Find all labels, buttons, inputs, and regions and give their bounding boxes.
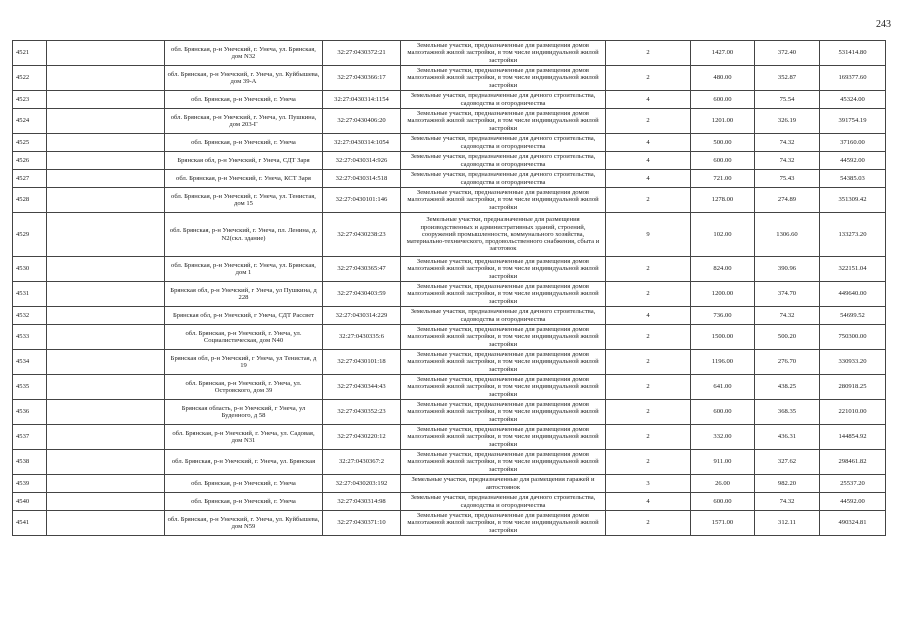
address-cell: обл. Брянская, р-н Унечский, г. Унеча (165, 493, 323, 511)
specific-value-cell: 312.11 (755, 511, 820, 536)
area-cell: 600.00 (691, 152, 755, 170)
cadastral-value-cell: 330933.20 (820, 350, 886, 375)
specific-value-cell: 74.32 (755, 493, 820, 511)
specific-value-cell: 390.96 (755, 257, 820, 282)
blank-cell (47, 66, 165, 91)
land-use-cell: Земельные участки, предназначенные для размещения домов малоэтажной жилой застройки, в том числе индивидуальной жилой застройки (401, 257, 606, 282)
address-cell: Брянская обл, р-н Унечский, г Унеча, СДТ Заря (165, 152, 323, 170)
blank-cell (47, 511, 165, 536)
table-row (13, 375, 886, 400)
row-number: 4535 (13, 375, 47, 400)
specific-value-cell: 75.54 (755, 91, 820, 109)
blank-cell (47, 91, 165, 109)
specific-value-cell: 982.20 (755, 475, 820, 493)
land-use-cell: Земельные участки, предназначенные для дачного строительства, садоводства и огородничества (401, 307, 606, 325)
group-cell: 2 (606, 188, 691, 213)
cadastral-value-cell: 54699.52 (820, 307, 886, 325)
land-use-cell: Земельные участки, предназначенные для дачного строительства, садоводства и огородничества (401, 134, 606, 152)
area-cell: 600.00 (691, 493, 755, 511)
row-number: 4537 (13, 425, 47, 450)
row-number: 4527 (13, 170, 47, 188)
land-use-cell: Земельные участки, предназначенные для размещения домов малоэтажной жилой застройки, в том числе индивидуальной жилой застройки (401, 109, 606, 134)
group-cell: 2 (606, 450, 691, 475)
address-cell: обл. Брянская, р-н Унечский, г. Унеча, ул. Пушкина, дом 203-Г (165, 109, 323, 134)
specific-value-cell: 374.70 (755, 282, 820, 307)
blank-cell (47, 152, 165, 170)
cadastral-table (12, 40, 886, 536)
land-use-cell: Земельные участки, предназначенные для размещения домов малоэтажной жилой застройки, в том числе индивидуальной жилой застройки (401, 425, 606, 450)
row-number: 4531 (13, 282, 47, 307)
specific-value-cell: 75.43 (755, 170, 820, 188)
group-cell: 2 (606, 282, 691, 307)
land-use-cell: Земельные участки, предназначенные для размещения гаражей и автостоянок (401, 475, 606, 493)
table-row (13, 307, 886, 325)
cadastral-value-cell: 25537.20 (820, 475, 886, 493)
area-cell: 721.00 (691, 170, 755, 188)
blank-cell (47, 257, 165, 282)
table-row (13, 152, 886, 170)
table-row (13, 475, 886, 493)
table-row (13, 257, 886, 282)
cadastral-number-cell: 32:27:0430203:192 (323, 475, 401, 493)
blank-cell (47, 307, 165, 325)
group-cell: 2 (606, 109, 691, 134)
blank-cell (47, 170, 165, 188)
area-cell: 1196.00 (691, 350, 755, 375)
row-number: 4540 (13, 493, 47, 511)
blank-cell (47, 493, 165, 511)
land-use-cell: Земельные участки, предназначенные для дачного строительства, садоводства и огородничества (401, 152, 606, 170)
land-use-cell: Земельные участки, предназначенные для размещения домов малоэтажной жилой застройки, в том числе индивидуальной жилой застройки (401, 66, 606, 91)
cadastral-value-cell: 322151.04 (820, 257, 886, 282)
group-cell: 4 (606, 91, 691, 109)
table-row (13, 188, 886, 213)
specific-value-cell: 436.31 (755, 425, 820, 450)
land-use-cell: Земельные участки, предназначенные для размещения домов малоэтажной жилой застройки, в том числе индивидуальной жилой застройки (401, 350, 606, 375)
table-row (13, 325, 886, 350)
cadastral-value-cell: 144854.92 (820, 425, 886, 450)
land-use-cell: Земельные участки, предназначенные для размещения домов малоэтажной жилой застройки, в том числе индивидуальной жилой застройки (401, 41, 606, 66)
group-cell: 2 (606, 400, 691, 425)
cadastral-number-cell: 32:27:0430314:229 (323, 307, 401, 325)
table-row (13, 170, 886, 188)
table-row (13, 493, 886, 511)
cadastral-value-cell: 44592.00 (820, 152, 886, 170)
row-number: 4532 (13, 307, 47, 325)
specific-value-cell: 352.87 (755, 66, 820, 91)
row-number: 4524 (13, 109, 47, 134)
area-cell: 600.00 (691, 91, 755, 109)
area-cell: 102.00 (691, 213, 755, 257)
group-cell: 4 (606, 307, 691, 325)
cadastral-number-cell: 32:27:0430403:59 (323, 282, 401, 307)
cadastral-value-cell: 133273.20 (820, 213, 886, 257)
row-number: 4530 (13, 257, 47, 282)
blank-cell (47, 41, 165, 66)
specific-value-cell: 276.70 (755, 350, 820, 375)
address-cell: обл. Брянская, р-н Унечский, г. Унеча, ул. Социалистическая, дом N40 (165, 325, 323, 350)
address-cell: обл. Брянская, р-н Унечский, г. Унеча, ул. Брянская, дом 1 (165, 257, 323, 282)
land-use-cell: Земельные участки, предназначенные для дачного строительства, садоводства и огородничества (401, 91, 606, 109)
table-row (13, 109, 886, 134)
table-row (13, 41, 886, 66)
blank-cell (47, 375, 165, 400)
address-cell: обл. Брянская, р-н Унечский, г. Унеча, КСТ Заря (165, 170, 323, 188)
land-use-cell: Земельные участки, предназначенные для размещения домов малоэтажной жилой застройки, в том числе индивидуальной жилой застройки (401, 325, 606, 350)
cadastral-number-cell: 32:27:0430101:146 (323, 188, 401, 213)
table-row (13, 66, 886, 91)
specific-value-cell: 74.32 (755, 152, 820, 170)
table-row (13, 134, 886, 152)
specific-value-cell: 326.19 (755, 109, 820, 134)
cadastral-value-cell: 449640.00 (820, 282, 886, 307)
cadastral-value-cell: 169377.60 (820, 66, 886, 91)
cadastral-value-cell: 44592.00 (820, 493, 886, 511)
cadastral-value-cell: 750300.00 (820, 325, 886, 350)
address-cell: обл. Брянская, р-н Унечский, г. Унеча (165, 134, 323, 152)
cadastral-number-cell: 32:27:0430365:47 (323, 257, 401, 282)
blank-cell (47, 109, 165, 134)
address-cell: Брянская обл, р-н Унечский, г Унеча, ул Пушкина, д 228 (165, 282, 323, 307)
row-number: 4533 (13, 325, 47, 350)
cadastral-number-cell: 32:27:0430314:1054 (323, 134, 401, 152)
cadastral-value-cell: 298461.82 (820, 450, 886, 475)
address-cell: обл. Брянская, р-н Унечский, г. Унеча, ул. Тенистая, дом 15 (165, 188, 323, 213)
blank-cell (47, 325, 165, 350)
land-use-cell: Земельные участки, предназначенные для размещения домов малоэтажной жилой застройки, в том числе индивидуальной жилой застройки (401, 282, 606, 307)
address-cell: обл. Брянская, р-н Унечский, г. Унеча, ул. Брянская, дом N32 (165, 41, 323, 66)
group-cell: 2 (606, 325, 691, 350)
area-cell: 1427.00 (691, 41, 755, 66)
cadastral-value-cell: 531414.80 (820, 41, 886, 66)
table-row (13, 400, 886, 425)
group-cell: 4 (606, 170, 691, 188)
row-number: 4521 (13, 41, 47, 66)
specific-value-cell: 500.20 (755, 325, 820, 350)
group-cell: 2 (606, 257, 691, 282)
row-number: 4538 (13, 450, 47, 475)
cadastral-number-cell: 32:27:0430371:10 (323, 511, 401, 536)
specific-value-cell: 438.25 (755, 375, 820, 400)
group-cell: 4 (606, 152, 691, 170)
area-cell: 332.00 (691, 425, 755, 450)
group-cell: 2 (606, 350, 691, 375)
cadastral-number-cell: 32:27:0430314:926 (323, 152, 401, 170)
row-number: 4525 (13, 134, 47, 152)
land-use-cell: Земельные участки, предназначенные для размещения домов малоэтажной жилой застройки, в том числе индивидуальной жилой застройки (401, 188, 606, 213)
address-cell: обл. Брянская, р-н Унечский, г. Унеча, ул. Островского, дом 39 (165, 375, 323, 400)
specific-value-cell: 74.32 (755, 134, 820, 152)
table-row (13, 282, 886, 307)
cadastral-number-cell: 32:27:0430314:518 (323, 170, 401, 188)
area-cell: 500.00 (691, 134, 755, 152)
specific-value-cell: 327.62 (755, 450, 820, 475)
address-cell: обл. Брянская, р-н Унечский, г. Унеча, ул. Садовая, дом N31 (165, 425, 323, 450)
area-cell: 824.00 (691, 257, 755, 282)
row-number: 4529 (13, 213, 47, 257)
land-use-cell: Земельные участки, предназначенные для дачного строительства, садоводства и огородничества (401, 493, 606, 511)
row-number: 4534 (13, 350, 47, 375)
specific-value-cell: 74.32 (755, 307, 820, 325)
address-cell: Брянская область, р-н Унечский, г Унеча, ул Буденного, д 58 (165, 400, 323, 425)
area-cell: 641.00 (691, 375, 755, 400)
land-use-cell: Земельные участки, предназначенные для размещения производственных и административных зданий, строений, сооружений промышленности, коммунального хозяйства, материально-технического, продовольственного снабжения, сбыта и заготовок (401, 213, 606, 257)
address-cell: обл. Брянская, р-н Унечский, г. Унеча (165, 91, 323, 109)
address-cell: обл. Брянская, р-н Унечский, г. Унеча, ул. Брянская (165, 450, 323, 475)
address-cell: обл. Брянская, р-н Унечский, г. Унеча, ул. Куйбышева, дом N59 (165, 511, 323, 536)
area-cell: 1500.00 (691, 325, 755, 350)
area-cell: 1201.00 (691, 109, 755, 134)
cadastral-number-cell: 32:27:0430367:2 (323, 450, 401, 475)
table-row (13, 213, 886, 257)
address-cell: обл. Брянская, р-н Унечский, г. Унеча (165, 475, 323, 493)
cadastral-number-cell: 32:27:0430344:43 (323, 375, 401, 400)
address-cell: Брянская обл, р-н Унечский, г Унеча, СДТ Рассвет (165, 307, 323, 325)
cadastral-number-cell: 32:27:0430366:17 (323, 66, 401, 91)
row-number: 4528 (13, 188, 47, 213)
table-row (13, 511, 886, 536)
blank-cell (47, 188, 165, 213)
blank-cell (47, 134, 165, 152)
row-number: 4536 (13, 400, 47, 425)
cadastral-value-cell: 391754.19 (820, 109, 886, 134)
page-number: 243 (876, 19, 891, 30)
specific-value-cell: 368.35 (755, 400, 820, 425)
address-cell: обл. Брянская, р-н Унечский, г. Унеча, пл. Ленина, д. N2(скл. здание) (165, 213, 323, 257)
area-cell: 1200.00 (691, 282, 755, 307)
specific-value-cell: 274.89 (755, 188, 820, 213)
group-cell: 2 (606, 66, 691, 91)
cadastral-value-cell: 54385.03 (820, 170, 886, 188)
blank-cell (47, 450, 165, 475)
blank-cell (47, 350, 165, 375)
row-number: 4539 (13, 475, 47, 493)
blank-cell (47, 400, 165, 425)
area-cell: 480.00 (691, 66, 755, 91)
cadastral-number-cell: 32:27:0430352:23 (323, 400, 401, 425)
row-number: 4541 (13, 511, 47, 536)
group-cell: 2 (606, 375, 691, 400)
area-cell: 600.00 (691, 400, 755, 425)
table-row (13, 425, 886, 450)
table-row (13, 91, 886, 109)
blank-cell (47, 475, 165, 493)
cadastral-number-cell: 32:27:0430101:18 (323, 350, 401, 375)
group-cell: 2 (606, 511, 691, 536)
group-cell: 4 (606, 493, 691, 511)
cadastral-value-cell: 221010.00 (820, 400, 886, 425)
cadastral-number-cell: 32:27:0430238:23 (323, 213, 401, 257)
group-cell: 4 (606, 134, 691, 152)
group-cell: 2 (606, 41, 691, 66)
area-cell: 911.00 (691, 450, 755, 475)
area-cell: 1278.00 (691, 188, 755, 213)
cadastral-value-cell: 490324.81 (820, 511, 886, 536)
group-cell: 9 (606, 213, 691, 257)
specific-value-cell: 372.40 (755, 41, 820, 66)
row-number: 4523 (13, 91, 47, 109)
cadastral-number-cell: 32:27:0430335:6 (323, 325, 401, 350)
cadastral-value-cell: 351309.42 (820, 188, 886, 213)
land-use-cell: Земельные участки, предназначенные для дачного строительства, садоводства и огородничества (401, 170, 606, 188)
cadastral-value-cell: 45324.00 (820, 91, 886, 109)
land-use-cell: Земельные участки, предназначенные для размещения домов малоэтажной жилой застройки, в том числе индивидуальной жилой застройки (401, 375, 606, 400)
land-use-cell: Земельные участки, предназначенные для размещения домов малоэтажной жилой застройки, в том числе индивидуальной жилой застройки (401, 511, 606, 536)
cadastral-number-cell: 32:27:0430314:1154 (323, 91, 401, 109)
blank-cell (47, 425, 165, 450)
area-cell: 26.00 (691, 475, 755, 493)
area-cell: 736.00 (691, 307, 755, 325)
table-row (13, 350, 886, 375)
land-use-cell: Земельные участки, предназначенные для размещения домов малоэтажной жилой застройки, в том числе индивидуальной жилой застройки (401, 400, 606, 425)
land-use-cell: Земельные участки, предназначенные для размещения домов малоэтажной жилой застройки, в том числе индивидуальной жилой застройки (401, 450, 606, 475)
cadastral-number-cell: 32:27:0430220:12 (323, 425, 401, 450)
cadastral-number-cell: 32:27:0430406:20 (323, 109, 401, 134)
blank-cell (47, 213, 165, 257)
cadastral-value-cell: 280918.25 (820, 375, 886, 400)
cadastral-number-cell: 32:27:0430372:21 (323, 41, 401, 66)
row-number: 4526 (13, 152, 47, 170)
address-cell: Брянская обл, р-н Унечский, г Унеча, ул Тенистая, д 19 (165, 350, 323, 375)
cadastral-number-cell: 32:27:0430314:98 (323, 493, 401, 511)
group-cell: 2 (606, 425, 691, 450)
group-cell: 3 (606, 475, 691, 493)
specific-value-cell: 1306.60 (755, 213, 820, 257)
area-cell: 1571.00 (691, 511, 755, 536)
blank-cell (47, 282, 165, 307)
address-cell: обл. Брянская, р-н Унечский, г. Унеча, ул. Куйбышева, дом 39-А (165, 66, 323, 91)
table-row (13, 450, 886, 475)
cadastral-value-cell: 37160.00 (820, 134, 886, 152)
row-number: 4522 (13, 66, 47, 91)
